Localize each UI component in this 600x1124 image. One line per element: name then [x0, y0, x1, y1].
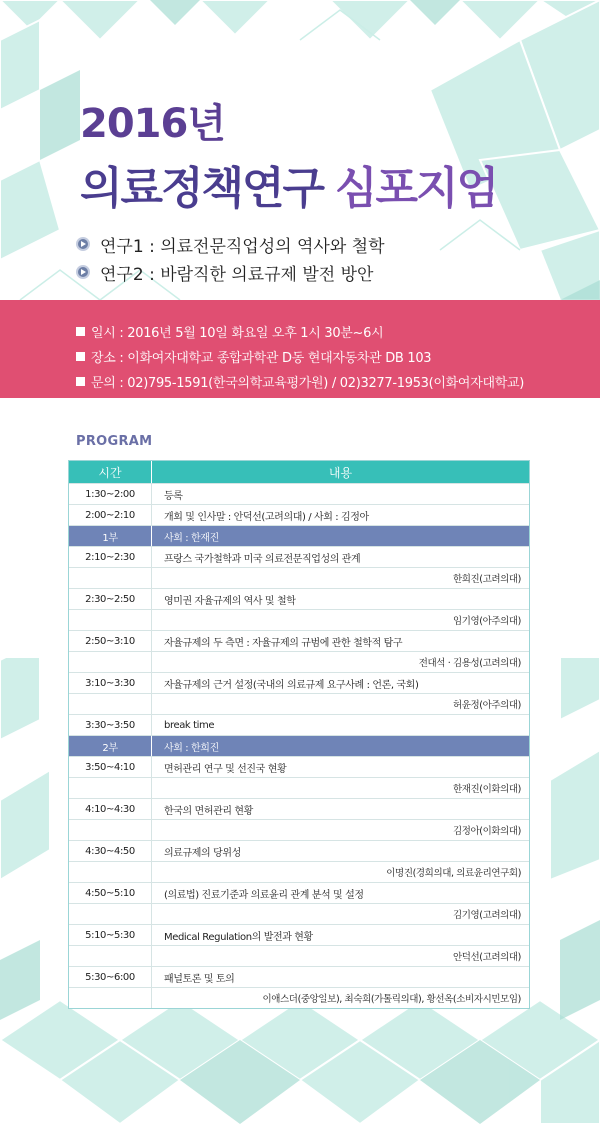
time-cell: 3:30~3:50 [69, 715, 152, 735]
speaker-row [69, 777, 529, 798]
header-time: 시간 [69, 461, 152, 483]
speaker-row [69, 609, 529, 630]
play-bullet-icon [76, 265, 90, 279]
program-schedule-table [68, 460, 530, 1009]
program-label: PROGRAM [76, 434, 153, 449]
content-cell: break time [164, 719, 215, 731]
table-row [69, 714, 529, 735]
speaker-row [69, 861, 529, 882]
time-cell: 5:10~5:30 [69, 925, 152, 945]
speaker-row [69, 819, 529, 840]
speaker-row [69, 693, 529, 714]
time-cell: 1부 [69, 526, 152, 546]
table-row [69, 966, 529, 987]
content-cell: 사회 : 한재진 [164, 532, 219, 544]
time-cell: 3:10~3:30 [69, 673, 152, 693]
speaker-cell: 한희진(고려의대) [452, 574, 521, 585]
content-cell: 면허관리 연구 및 선진국 현황 [164, 763, 287, 775]
speaker-cell: 안덕선(고려의대) [452, 952, 521, 963]
speaker-cell: 임기영(아주의대) [452, 616, 521, 627]
speaker-cell: 김기영(고려의대) [452, 910, 521, 921]
content-cell: Medical Regulation의 발전과 현황 [164, 931, 313, 943]
speaker-row [69, 567, 529, 588]
section-row [69, 525, 529, 546]
content-cell: 등록 [164, 490, 183, 502]
topic-list [76, 230, 385, 286]
speaker-cell: 전대석 · 김용성(고려의대) [418, 658, 521, 669]
table-row [69, 672, 529, 693]
time-cell-empty [69, 694, 152, 714]
time-cell: 2:50~3:10 [69, 631, 152, 651]
table-row [69, 924, 529, 945]
content-cell: 자율규제의 근거 설정(국내의 의료규제 요구사례 : 언론, 국회) [164, 679, 419, 691]
square-bullet-icon [76, 327, 85, 336]
time-cell: 2부 [69, 736, 152, 756]
square-bullet-icon [76, 352, 85, 361]
speaker-cell: 한재진(이화의대) [452, 784, 521, 795]
title-sub: 심포지엄 [335, 163, 498, 214]
content-cell: 의료규제의 당위성 [164, 847, 241, 859]
content-cell: 프랑스 국가철학과 미국 의료전문직업성의 관계 [164, 553, 361, 565]
content-cell: 영미권 자율규제의 역사 및 철학 [164, 595, 296, 607]
play-bullet-icon [76, 237, 90, 251]
speaker-cell: 이명진(경희의대, 의료윤리연구회) [386, 868, 521, 879]
table-row [69, 504, 529, 525]
time-cell: 2:00~2:10 [69, 505, 152, 525]
time-cell-empty [69, 862, 152, 882]
info-band [0, 300, 600, 398]
time-cell: 4:30~4:50 [69, 841, 152, 861]
topic-text: 연구2 : 바람직한 의료규제 발전 방안 [100, 264, 374, 285]
time-cell-empty [69, 652, 152, 672]
page-title [80, 152, 497, 216]
table-row [69, 840, 529, 861]
topic-item [76, 258, 385, 286]
speaker-cell: 이애스더(중앙일보), 최숙희(가톨릭의대), 황선옥(소비자시민모임) [262, 994, 521, 1005]
content-cell: 패널토론 및 토의 [164, 973, 235, 985]
topic-text: 연구1 : 의료전문직업성의 역사와 철학 [100, 236, 385, 257]
square-bullet-icon [76, 377, 85, 386]
header-content: 내용 [328, 465, 353, 480]
time-cell: 4:50~5:10 [69, 883, 152, 903]
content-cell: (의료법) 진료기준과 의료윤리 관계 분석 및 설정 [164, 889, 364, 901]
time-cell: 2:30~2:50 [69, 589, 152, 609]
time-cell: 5:30~6:00 [69, 967, 152, 987]
table-row [69, 483, 529, 504]
table-header [69, 461, 529, 483]
time-cell-empty [69, 946, 152, 966]
info-contact: 문의 : 02)795-1591(한국의학교육평가원) / 02)3277-1953(이화여자대학교) [76, 372, 524, 391]
time-cell: 1:30~2:00 [69, 484, 152, 504]
speaker-row [69, 987, 529, 1008]
time-cell-empty [69, 904, 152, 924]
speaker-row [69, 651, 529, 672]
title-main: 의료정책연구 [80, 163, 324, 214]
speaker-cell: 허윤정(아주의대) [452, 700, 521, 711]
time-cell: 2:10~2:30 [69, 547, 152, 567]
table-row [69, 630, 529, 651]
table-row [69, 882, 529, 903]
time-cell-empty [69, 778, 152, 798]
content-cell: 자율규제의 두 측면 : 자율규제의 규범에 관한 철학적 탐구 [164, 637, 403, 649]
time-cell-empty [69, 610, 152, 630]
time-cell-empty [69, 568, 152, 588]
table-row [69, 756, 529, 777]
time-cell-empty [69, 988, 152, 1008]
speaker-row [69, 945, 529, 966]
info-venue: 장소 : 이화여자대학교 종합과학관 D동 현대자동차관 DB 103 [76, 347, 431, 366]
title-year: 2016년 [80, 101, 225, 147]
table-row [69, 798, 529, 819]
topic-item [76, 230, 385, 258]
section-row [69, 735, 529, 756]
speaker-row [69, 903, 529, 924]
content-cell: 개회 및 인사말 : 안덕선(고려의대) / 사회 : 김정아 [164, 511, 369, 523]
content-cell: 한국의 면허관리 현황 [164, 805, 253, 817]
time-cell-empty [69, 820, 152, 840]
time-cell: 4:10~4:30 [69, 799, 152, 819]
table-row [69, 588, 529, 609]
table-row [69, 546, 529, 567]
info-date: 일시 : 2016년 5월 10일 화요일 오후 1시 30분~6시 [76, 322, 383, 341]
content-cell: 사회 : 한희진 [164, 742, 219, 754]
time-cell: 3:50~4:10 [69, 757, 152, 777]
speaker-cell: 김정아(이화의대) [452, 826, 521, 837]
